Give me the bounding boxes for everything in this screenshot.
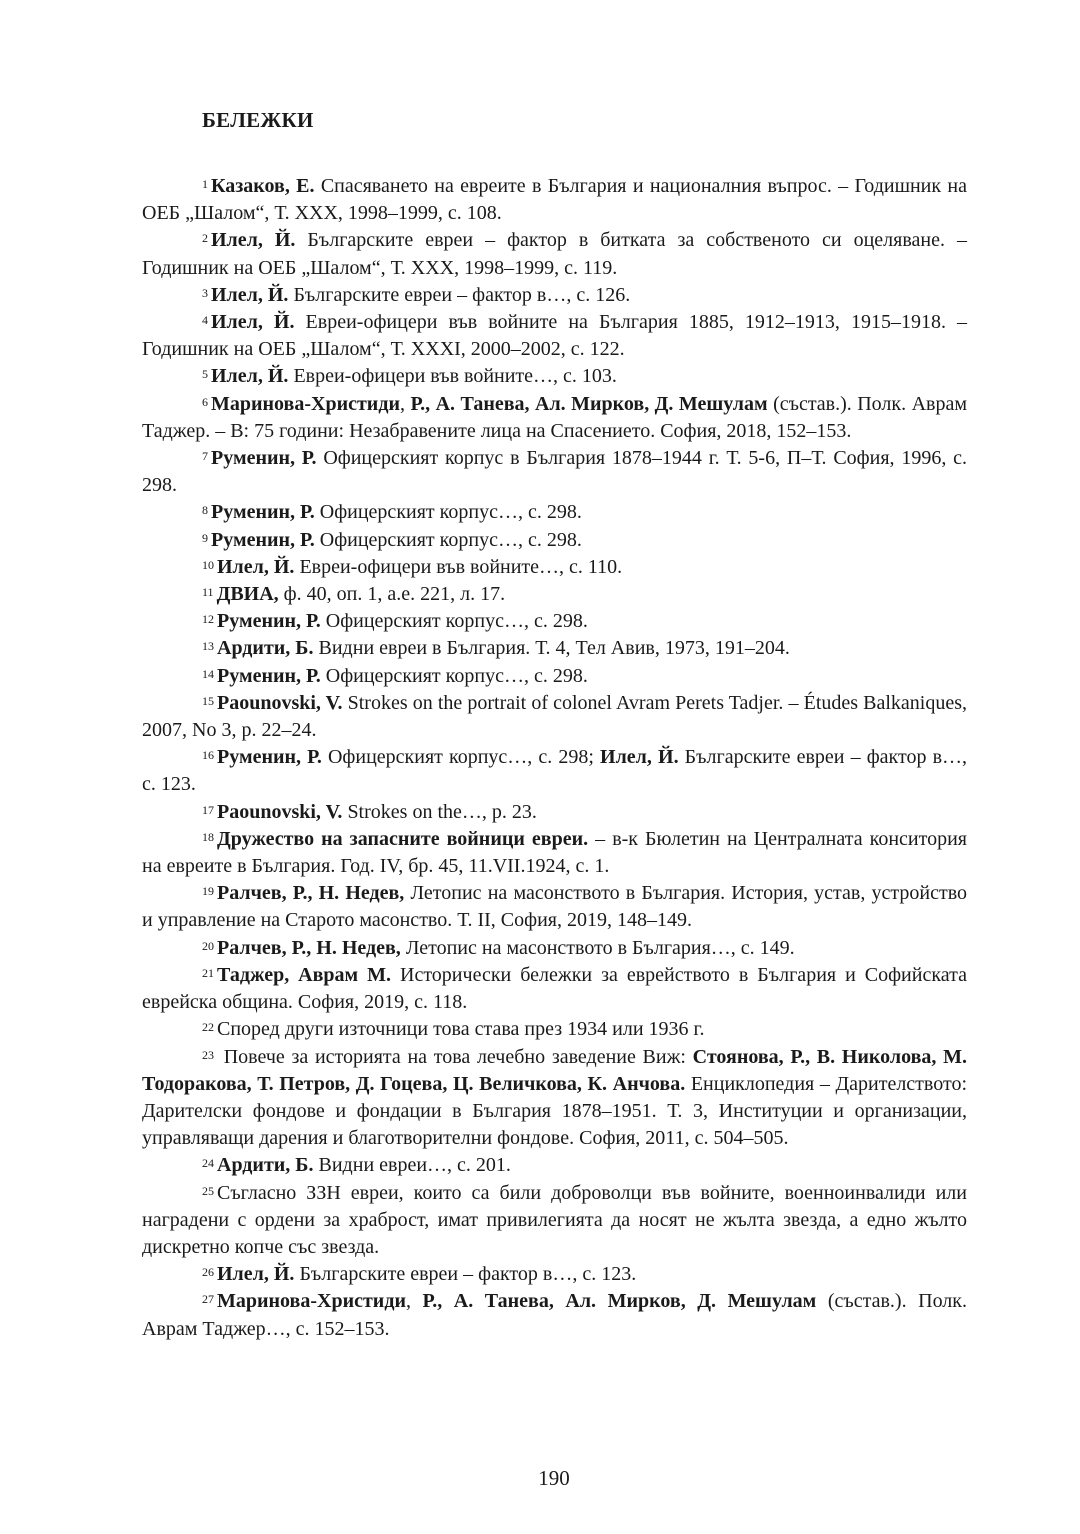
footnote-text: Исторически бележки за еврейството в България и Софийската еврейска община. София, 2019, с. 118.	[142, 963, 967, 1014]
section-heading: БЕЛЕЖКИ	[202, 108, 314, 132]
footnote-number: 1	[202, 177, 208, 191]
footnote-text: Евреи-офицери във войните…, с. 103.	[288, 365, 617, 388]
footnote	[142, 935, 967, 962]
footnote-number: 7	[202, 449, 208, 464]
footnote-number: 15	[202, 693, 214, 708]
footnote	[142, 1261, 967, 1288]
footnote	[142, 799, 967, 826]
footnote-text: Евреи-офицери във войните на България 1885, 1912–1913, 1915–1918. – Годишник на ОЕБ „Шалом“, Т. ХХХІ, 2000–2002, с. 122.	[142, 311, 967, 361]
footnote-author: Илел, Й.	[211, 365, 289, 388]
footnote-author: Илел, Й.	[211, 283, 289, 306]
footnote-number: 16	[202, 748, 214, 763]
footnote-author: Руменин, Р.	[211, 501, 315, 524]
footnote-text: (състав.). Полк. Аврам Таджер…, с. 152–153.	[142, 1290, 968, 1340]
footnote-text: (състав.). Полк. Аврам Таджер. – В: 75 години: Незабравените лица на Спасението. София, 2018, 152–153.	[142, 392, 967, 442]
footnote-text: Според други източници това става през 1934 или 1936 г.	[217, 1018, 705, 1041]
footnote-author: Таджер, Аврам М.	[217, 963, 392, 986]
footnote-author: Ардити, Б.	[217, 637, 314, 660]
footnote	[142, 499, 967, 526]
footnote-number: 24	[202, 1156, 214, 1171]
footnote-author: Маринова-Христиди	[217, 1290, 406, 1313]
footnote-author: Paounovski, V.	[217, 691, 343, 714]
footnote	[142, 1152, 967, 1179]
footnote-author: Руменин, Р.	[217, 746, 322, 769]
footnote-author: Ардити, Б.	[217, 1154, 314, 1177]
footnote-text: Летопис на масонството в България. История, устав, устройство и управление на Старото масонство. Т. II, София, 2019, 148–149.	[142, 882, 968, 932]
footnote-text: Енциклопедия – Дарителството: Дарителски фондове и фондации в България 1878–1951. Т. 3, Институции и организации, управляващи дарения и благотворителни фондове. София, 2011, с. 504–505.	[142, 1072, 967, 1150]
footnote-author: Маринова-Христиди	[211, 392, 400, 415]
footnote-text: ,	[405, 1290, 423, 1313]
footnote-number: 25	[202, 1183, 214, 1198]
footnote-text: Спасяването на евреите в България и националния въпрос. – Годишник на ОЕБ „Шалом“, Т. ХХХ, 1998–1999, с. 108.	[142, 175, 967, 225]
footnote-number: 6	[202, 394, 208, 409]
footnote-text: Офицерският корпус…, с. 298.	[320, 610, 588, 633]
footnote-number: 17	[202, 802, 214, 817]
footnote	[142, 1016, 967, 1043]
footnote-number: 9	[202, 530, 208, 545]
footnote-text: Офицерският корпус в България 1878–1944 г. Т. 5-6, П–Т. София, 1996, с. 298.	[142, 447, 967, 497]
footnote-author: Ралчев, Р., Н. Недев,	[217, 936, 401, 959]
footnote-text: Съгласно ЗЗН евреи, които са били доброволци във войните, военноинвалиди или наградени с ордени за храброст, имат привилегията да носят не жълта звезда, а едно жълто дискретно копче със звезда.	[142, 1181, 967, 1258]
footnote-text: Българските евреи – фактор в битката за собственото си оцеляване. – Годишник на ОЕБ „Шалом“, Т. ХХХ, 1998–1999, с. 119.	[142, 229, 967, 279]
footnote-number: 23	[202, 1047, 214, 1062]
footnote-author: Дружество на запасните войници евреи.	[217, 827, 589, 850]
notes-section	[142, 108, 967, 1343]
footnote-text: Видни евреи…, с. 201.	[313, 1154, 511, 1177]
footnote-number: 22	[202, 1020, 214, 1035]
footnote	[142, 1288, 967, 1342]
page-number: 190	[538, 1466, 570, 1490]
footnote-text: Българските евреи – фактор в…, с. 123.	[142, 746, 968, 796]
footnote	[142, 1044, 967, 1153]
footnote	[142, 581, 967, 608]
footnote-text: ф. 40, оп. 1, а.е. 221, л. 17.	[278, 583, 506, 606]
footnote	[142, 826, 967, 880]
footnote-text: ,	[399, 392, 411, 415]
footnote-text: Евреи-офицери във войните…, с. 110.	[294, 555, 623, 578]
footnote-author: Илел, Й.	[217, 555, 295, 578]
footnote-author: Руменин, Р.	[211, 528, 315, 551]
footnote-number: 21	[202, 965, 214, 980]
footnote-number: 4	[202, 313, 208, 328]
footnote	[142, 608, 967, 635]
footnote-number: 10	[202, 557, 214, 572]
footnote-author: Илел, Й.	[217, 1263, 295, 1286]
footnote-author: Руменин, Р.	[217, 610, 321, 633]
footnote-author: Paounovski, V.	[217, 800, 343, 823]
footnote	[142, 309, 967, 363]
footnote	[142, 1180, 967, 1262]
footnote-text: Офицерският корпус…, с. 298;	[321, 746, 601, 769]
footnote-number: 18	[202, 829, 214, 844]
footnote	[142, 744, 967, 798]
footnote	[142, 527, 967, 554]
footnote-author: Илел, Й.	[211, 311, 295, 334]
footnote	[142, 663, 967, 690]
footnote-number: 12	[202, 612, 214, 627]
footnote-text: Видни евреи в България. Т. 4, Тел Авив, 1973, 191–204.	[313, 637, 790, 660]
footnote-author: Руменин, Р.	[211, 447, 317, 470]
footnote-text: Офицерският корпус…, с. 298.	[320, 664, 588, 687]
footnote-author: Руменин, Р.	[217, 664, 321, 687]
footnote-text: Офицерският корпус…, с. 298.	[314, 528, 582, 551]
footnote-number: 14	[202, 666, 214, 681]
footnote-author: Илел, Й.	[600, 746, 679, 769]
footnote	[142, 554, 967, 581]
footnote-author: ДВИА,	[216, 583, 279, 606]
footnote-author: Ралчев, Р., Н. Недев,	[217, 882, 405, 905]
footnote-number: 5	[202, 367, 208, 382]
footnote-text: Повече за историята на това лечебно заведение Виж:	[217, 1045, 693, 1068]
footnote-number: 19	[202, 884, 214, 899]
footnote	[142, 173, 967, 227]
footnote-author: Р., А. Танева, Ал. Мирков, Д. Мешулам	[410, 392, 768, 415]
footnote	[142, 363, 967, 390]
footnote-text: Офицерският корпус…, с. 298.	[314, 501, 582, 524]
footnote-author: Р., А. Танева, Ал. Мирков, Д. Мешулам	[422, 1290, 817, 1313]
footnote-author: Стоянова, Р., В. Николова, М. Тодоракова, Т. Петров, Д. Гоцева, Ц. Величкова, К. Анчова.	[142, 1045, 967, 1095]
footnotes-list	[142, 173, 967, 1343]
footnote	[142, 690, 967, 744]
footnote-text: Българските евреи – фактор в…, с. 126.	[288, 283, 631, 306]
footnote-number: 20	[202, 938, 214, 953]
footnote-number: 26	[202, 1265, 214, 1280]
footnote	[142, 227, 967, 281]
footnote-number: 3	[202, 285, 208, 300]
footnote-number: 8	[202, 503, 208, 518]
footnote	[142, 635, 967, 662]
footnote-author: Илел, Й.	[211, 229, 296, 252]
footnote	[142, 391, 967, 445]
footnote	[142, 445, 967, 499]
footnote-text: Българските евреи – фактор в…, с. 123.	[294, 1263, 637, 1286]
footnote-number: 11	[202, 585, 214, 600]
footnote-number: 2	[202, 231, 208, 246]
footnote	[142, 282, 967, 309]
footnote-author: Казаков, Е.	[211, 175, 315, 197]
footnote-text: Strokes on the portrait of colonel Avram Perets Tadjer. – Études Balkaniques, 2007, No 3, p. 22–24.	[142, 691, 967, 742]
footnote-number: 13	[202, 639, 214, 654]
footnote-text: Летопис на масонството в България…, с. 149.	[400, 936, 795, 959]
footnote-text: – в-к Бюлетин на Централната конситория на евреите в България. Год. IV, бр. 45, 11.VII.1924, с. 1.	[142, 827, 967, 878]
footnote	[142, 880, 967, 934]
footnote-text: Strokes on the…, p. 23.	[342, 800, 537, 823]
footnote	[142, 962, 967, 1016]
footnote-number: 27	[202, 1292, 214, 1307]
